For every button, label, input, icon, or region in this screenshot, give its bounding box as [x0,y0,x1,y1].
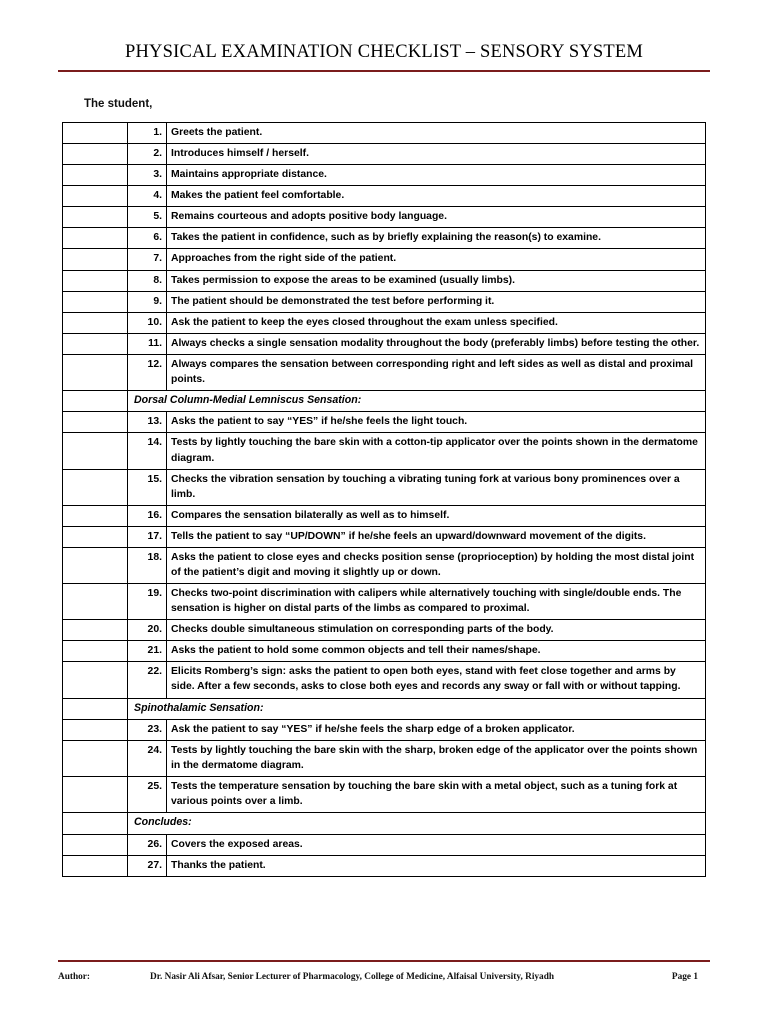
item-text: Always checks a single sensation modality throughout the body (preferably limbs) before testing the other. [167,333,706,354]
item-number: 2. [128,144,167,165]
item-text: Ask the patient to say “YES” if he/she feels the sharp edge of a broken applicator. [167,719,706,740]
tick-cell[interactable] [63,740,128,776]
table-row [63,291,706,312]
item-text: Maintains appropriate distance. [167,165,706,186]
section-heading-row [63,813,706,834]
table-row [63,123,706,144]
item-number: 9. [128,291,167,312]
table-row [63,433,706,469]
item-number: 4. [128,186,167,207]
item-text: Tests by lightly touching the bare skin with a cotton-tip applicator over the points shown in the dermatome diagram. [167,433,706,469]
table-row [63,584,706,620]
table-row [63,620,706,641]
table-row [63,412,706,433]
tick-cell[interactable] [63,620,128,641]
footer-page-number: Page 1 [671,972,698,982]
footer-divider [58,960,710,962]
footer-author-label: Author: [58,972,91,982]
table-row [63,505,706,526]
item-number: 8. [128,270,167,291]
table-row [63,855,706,876]
item-number: 21. [128,641,167,662]
item-text: Checks the vibration sensation by touching a vibrating tuning fork at various bony prominences over a limb. [167,469,706,505]
item-text: Remains courteous and adopts positive body language. [167,207,706,228]
tick-cell[interactable] [63,526,128,547]
item-text: Checks two-point discrimination with calipers while alternatively touching with single/double ends. The sensation is higher on distal parts of the limbs as compared to proximal. [167,584,706,620]
tick-cell[interactable] [63,855,128,876]
tick-cell[interactable] [63,433,128,469]
table-row [63,740,706,776]
tick-cell[interactable] [63,270,128,291]
item-text: Checks double simultaneous stimulation on corresponding parts of the body. [167,620,706,641]
table-row [63,207,706,228]
table-row [63,526,706,547]
section-heading-row [63,698,706,719]
table-row [63,333,706,354]
item-text: Asks the patient to say “YES” if he/she feels the light touch. [167,412,706,433]
item-text: Covers the exposed areas. [167,834,706,855]
tick-cell[interactable] [63,207,128,228]
title-divider [58,70,710,72]
item-number: 10. [128,312,167,333]
tick-cell[interactable] [63,144,128,165]
item-number: 26. [128,834,167,855]
item-text: Greets the patient. [167,123,706,144]
item-text: Ask the patient to keep the eyes closed throughout the exam unless specified. [167,312,706,333]
tick-cell[interactable] [63,412,128,433]
item-number: 22. [128,662,167,698]
tick-cell[interactable] [63,123,128,144]
item-text: Asks the patient to close eyes and checks position sense (proprioception) by holding the most distal joint of the patient’s digit and moving it slightly up or down. [167,547,706,583]
item-number: 14. [128,433,167,469]
item-number: 27. [128,855,167,876]
table-row [63,186,706,207]
item-number: 6. [128,228,167,249]
section-heading-row [63,391,706,412]
item-text: Takes permission to expose the areas to be examined (usually limbs). [167,270,706,291]
page-title: PHYSICAL EXAMINATION CHECKLIST – SENSORY SYSTEM [124,42,644,62]
page-footer [58,972,710,982]
table-row [63,641,706,662]
table-row [63,662,706,698]
table-row [63,144,706,165]
footer-author-text: Dr. Nasir Ali Afsar, Senior Lecturer of Pharmacology, College of Medicine, Alfaisal University, Riyadh [150,972,555,982]
checklist-table [62,122,706,877]
table-row [63,165,706,186]
tick-cell[interactable] [63,354,128,390]
item-number: 1. [128,123,167,144]
table-row [63,312,706,333]
table-row [63,777,706,813]
tick-cell[interactable] [63,249,128,270]
item-text: The patient should be demonstrated the test before performing it. [167,291,706,312]
item-number: 11. [128,333,167,354]
item-text: Tells the patient to say “UP/DOWN” if he/she feels an upward/downward movement of the digits. [167,526,706,547]
tick-cell[interactable] [63,698,128,719]
item-number: 13. [128,412,167,433]
item-text: Approaches from the right side of the patient. [167,249,706,270]
table-row [63,834,706,855]
intro-text: The student, [84,98,153,110]
tick-cell[interactable] [63,333,128,354]
tick-cell[interactable] [63,813,128,834]
item-number: 25. [128,777,167,813]
item-number: 19. [128,584,167,620]
tick-cell[interactable] [63,662,128,698]
item-text: Introduces himself / herself. [167,144,706,165]
tick-cell[interactable] [63,391,128,412]
item-number: 5. [128,207,167,228]
tick-cell[interactable] [63,547,128,583]
item-number: 24. [128,740,167,776]
table-row [63,228,706,249]
item-number: 16. [128,505,167,526]
item-number: 17. [128,526,167,547]
table-row [63,249,706,270]
table-row [63,469,706,505]
item-text: Asks the patient to hold some common objects and tell their names/shape. [167,641,706,662]
section-heading-label: Dorsal Column-Medial Lemniscus Sensation: [128,391,706,412]
item-number: 15. [128,469,167,505]
tick-cell[interactable] [63,291,128,312]
tick-cell[interactable] [63,505,128,526]
section-heading-label: Spinothalamic Sensation: [128,698,706,719]
table-row [63,270,706,291]
item-text: Tests by lightly touching the bare skin with the sharp, broken edge of the applicator over the points shown in the dermatome diagram. [167,740,706,776]
tick-cell[interactable] [63,641,128,662]
item-number: 12. [128,354,167,390]
item-text: Elicits Romberg’s sign: asks the patient to open both eyes, stand with feet close together and arms by side. After a few seconds, asks to close both eyes and records any sway or fall with or without tapping. [167,662,706,698]
item-number: 3. [128,165,167,186]
item-number: 18. [128,547,167,583]
item-text: Makes the patient feel comfortable. [167,186,706,207]
item-number: 20. [128,620,167,641]
item-text: Thanks the patient. [167,855,706,876]
tick-cell[interactable] [63,165,128,186]
item-text: Compares the sensation bilaterally as well as to himself. [167,505,706,526]
tick-cell[interactable] [63,719,128,740]
item-number: 7. [128,249,167,270]
item-number: 23. [128,719,167,740]
table-row [63,354,706,390]
item-text: Takes the patient in confidence, such as by briefly explaining the reason(s) to examine. [167,228,706,249]
section-heading-label: Concludes: [128,813,706,834]
table-row [63,719,706,740]
item-text: Always compares the sensation between corresponding right and left sides as well as distal and proximal points. [167,354,706,390]
tick-cell[interactable] [63,777,128,813]
tick-cell[interactable] [63,312,128,333]
item-text: Tests the temperature sensation by touching the bare skin with a metal object, such as a tuning fork at various points over a limb. [167,777,706,813]
tick-cell[interactable] [63,469,128,505]
tick-cell[interactable] [63,834,128,855]
tick-cell[interactable] [63,186,128,207]
table-row [63,547,706,583]
tick-cell[interactable] [63,584,128,620]
tick-cell[interactable] [63,228,128,249]
